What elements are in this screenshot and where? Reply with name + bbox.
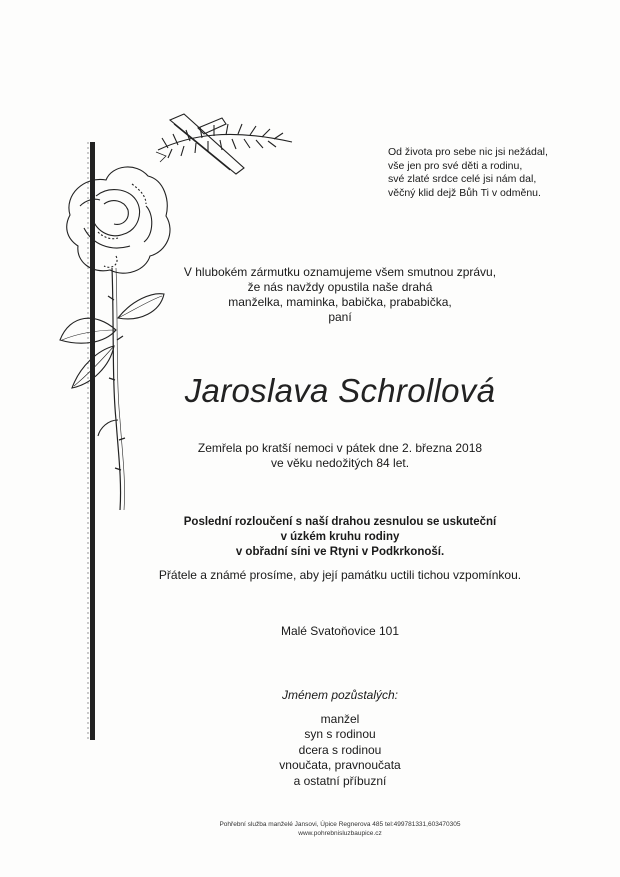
rose-leaves [60, 294, 164, 436]
mourners-block [150, 688, 530, 789]
cross-with-palm [156, 114, 292, 174]
friends-request: Přátele a známé prosíme, aby její památku uctili tichou vzpomínkou. [158, 568, 522, 582]
poem-line-2: vše jen pro své děti a rodinu, [388, 159, 523, 172]
mourner-item: manžel [320, 711, 360, 726]
poem-line-1: Od života pro sebe nic jsi nežádal, [388, 146, 548, 158]
footer-contact: Pohřební služba manželé Jansovi, Úpice Regnerova 485 tel:499781331,603470305 [219, 821, 461, 828]
mourners-label: Jménem pozůstalých: [281, 688, 399, 702]
rose-stem [108, 268, 125, 510]
address: Malé Svatoňovice 101 [280, 624, 400, 638]
announcement-intro: V hlubokém zármutku oznamujeme všem smutnou zprávu, že nás navždy opustila naše drahá manželka, maminka, babička, prababička, paní [183, 265, 497, 324]
mourner-item: a ostatní příbuzní [293, 773, 387, 788]
mourner-item: syn s rodinou [304, 727, 376, 741]
mourner-item: vnoučata, pravnoučata [279, 758, 401, 772]
funeral-service-footer [150, 820, 530, 838]
farewell-info: Poslední rozloučení s naší drahou zesnulou se uskuteční v úzkém kruhu rodiny v obřadní síni ve Rtyni v Podkrkonoší. [183, 516, 497, 558]
poem [388, 146, 608, 200]
rose-flower [67, 167, 170, 273]
death-info: Zemřela po kratší nemoci v pátek dne 2. března 2018 ve věku nedožitých 84 let. [197, 441, 483, 470]
poem-line-4: věčný klid dejž Bůh Ti v odměnu. [388, 186, 541, 199]
mourner-item: dcera s rodinou [298, 742, 382, 757]
footer-website: www.pohrebnisluzbaupice.cz [298, 830, 382, 837]
deceased-name: Jaroslava Schrollová [184, 372, 496, 409]
poem-line-3: své zlaté srdce celé jsi nám dal, [388, 173, 537, 185]
